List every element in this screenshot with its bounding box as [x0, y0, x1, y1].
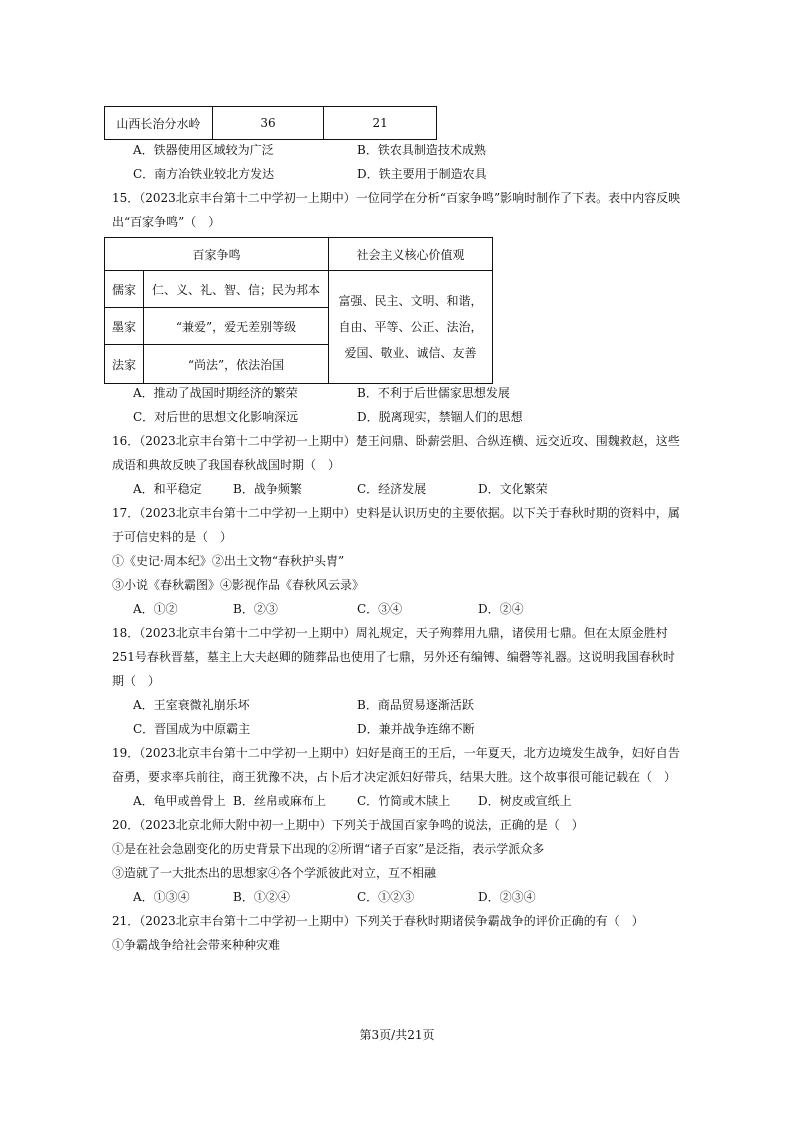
- core-values-line: 富强、民主、文明、和谐，: [338, 294, 483, 308]
- table-cell: 山西长治分水岭: [105, 107, 213, 140]
- core-values-cell: [329, 271, 493, 384]
- q19-option-c: C．竹简或木牍上: [357, 794, 451, 808]
- q20-option-b: B．①②④: [233, 890, 290, 904]
- q15-option-d: D．脱离现实，禁锢人们的思想: [357, 410, 523, 424]
- q20-statements: ①是在社会急剧变化的历史背景下出现的②所谓“诸子百家”是泛指，表示学派众多: [112, 842, 545, 856]
- core-values-line: 爱国、敬业、诚信、友善: [344, 346, 477, 360]
- school-name: 儒家: [105, 271, 144, 308]
- q15-option-a: A．推动了战国时期经济的繁荣: [133, 386, 298, 400]
- iron-table: [104, 106, 437, 140]
- q20-option-a: A．①③④: [133, 890, 190, 904]
- q17-stem-cont: 于可信史料的是（ ）: [112, 530, 233, 544]
- page-number: 第3页/共21页: [359, 1028, 435, 1042]
- q20-stem: 20．（2023北京北师大附中初一上期中）下列关于战国百家争鸣的说法，正确的是（ ）: [112, 818, 584, 832]
- q20-statements: ③造就了一大批杰出的思想家④各个学派彼此对立，互不相融: [112, 866, 437, 880]
- q20-option-c: C．①②③: [357, 890, 415, 904]
- q16-option-a: A．和平稳定: [133, 482, 202, 496]
- q15-stem: 15．（2023北京丰台第十二中学初一上期中）一位同学在分析“百家争鸣”影响时制作了下表。表中内容反映: [112, 191, 681, 205]
- core-values-line: 自由、平等、公正、法治，: [338, 320, 483, 334]
- q16-stem: 16．（2023北京丰台第十二中学初一上期中）楚王问鼎、卧薪尝胆、合纵连横、远交近攻、围魏救赵，这些: [112, 434, 680, 448]
- q19-stem: 19．（2023北京丰台第十二中学初一上期中）妇好是商王的王后，一年夏天，北方边境发生战争，妇好自告: [112, 746, 680, 760]
- schools-table: [104, 237, 493, 384]
- q16-option-b: B．战争频繁: [233, 482, 302, 496]
- q18-stem-cont: 期（ ）: [112, 674, 161, 688]
- q20-option-d: D．②③④: [478, 890, 536, 904]
- q14-option-d: D．铁主要用于制造农具: [357, 167, 487, 181]
- q14-option-c: C．南方冶铁业较北方发达: [133, 167, 275, 181]
- q17-option-d: D．②④: [478, 602, 524, 616]
- q18-option-d: D．兼并战争连绵不断: [357, 722, 475, 736]
- school-idea: “兼爱”，爱无差别等级: [144, 308, 329, 345]
- q17-statements: ①《史记·周本纪》②出土文物“春秋护头胄”: [112, 554, 345, 568]
- school-idea: “尚法”，依法治国: [144, 345, 329, 384]
- q18-option-a: A．王室衰微礼崩乐坏: [133, 698, 250, 712]
- q18-stem-cont: 251号春秋晋墓，墓主上大夫赵卿的随葬品也使用了七鼎，另外还有编镈、编磬等礼器。这说明我国春秋时: [112, 650, 675, 664]
- q19-option-d: D．树皮或宣纸上: [478, 794, 572, 808]
- school-idea: 仁、义、礼、智、信；民为邦本: [144, 271, 329, 308]
- q15-option-b: B．不利于后世儒家思想发展: [357, 386, 510, 400]
- table-header: 社会主义核心价值观: [329, 238, 493, 271]
- q17-option-c: C．③④: [357, 602, 403, 616]
- table-cell: 36: [212, 107, 324, 140]
- q21-stem: 21．（2023北京丰台第十二中学初一上期中）下列关于春秋时期诸侯争霸战争的评价正确的有（ ）: [112, 914, 644, 928]
- q16-stem-cont: 成语和典故反映了我国春秋战国时期（ ）: [112, 458, 341, 472]
- q16-option-d: D．文化繁荣: [478, 482, 548, 496]
- q18-stem: 18．（2023北京丰台第十二中学初一上期中）周礼规定，天子殉葬用九鼎，诸侯用七鼎。但在太原金胜村: [112, 626, 668, 640]
- table-cell: 21: [324, 107, 437, 140]
- q14-option-a: A．铁器使用区域较为广泛: [133, 143, 274, 157]
- q19-option-b: B．丝帛或麻布上: [233, 794, 326, 808]
- q17-option-a: A．①②: [133, 602, 178, 616]
- q21-statements: ①争霸战争给社会带来种种灾难: [112, 938, 281, 952]
- q17-option-b: B．②③: [233, 602, 278, 616]
- q19-option-a: A．龟甲或兽骨上: [133, 794, 226, 808]
- q17-statements: ③小说《春秋霸图》④影视作品《春秋风云录》: [112, 578, 365, 592]
- q18-option-b: B．商品贸易逐渐活跃: [357, 698, 474, 712]
- q19-stem-cont: 奋勇，要求率兵前往，商王犹豫不决，占卜后才决定派妇好带兵，结果大胜。这个故事很可能记载在（ ）: [112, 770, 677, 784]
- q15-stem-cont: 出“百家争鸣”（ ）: [112, 215, 221, 229]
- school-name: 墨家: [105, 308, 144, 345]
- q18-option-c: C．晋国成为中原霸主: [133, 722, 251, 736]
- q17-stem: 17．（2023北京丰台第十二中学初一上期中）史料是认识历史的主要依据。以下关于春秋时期的资料中，属: [112, 506, 680, 520]
- q15-option-c: C．对后世的思想文化影响深远: [133, 410, 299, 424]
- table-header: 百家争鸣: [105, 238, 329, 271]
- q16-option-c: C．经济发展: [357, 482, 427, 496]
- school-name: 法家: [105, 345, 144, 384]
- q14-option-b: B．铁农具制造技术成熟: [357, 143, 486, 157]
